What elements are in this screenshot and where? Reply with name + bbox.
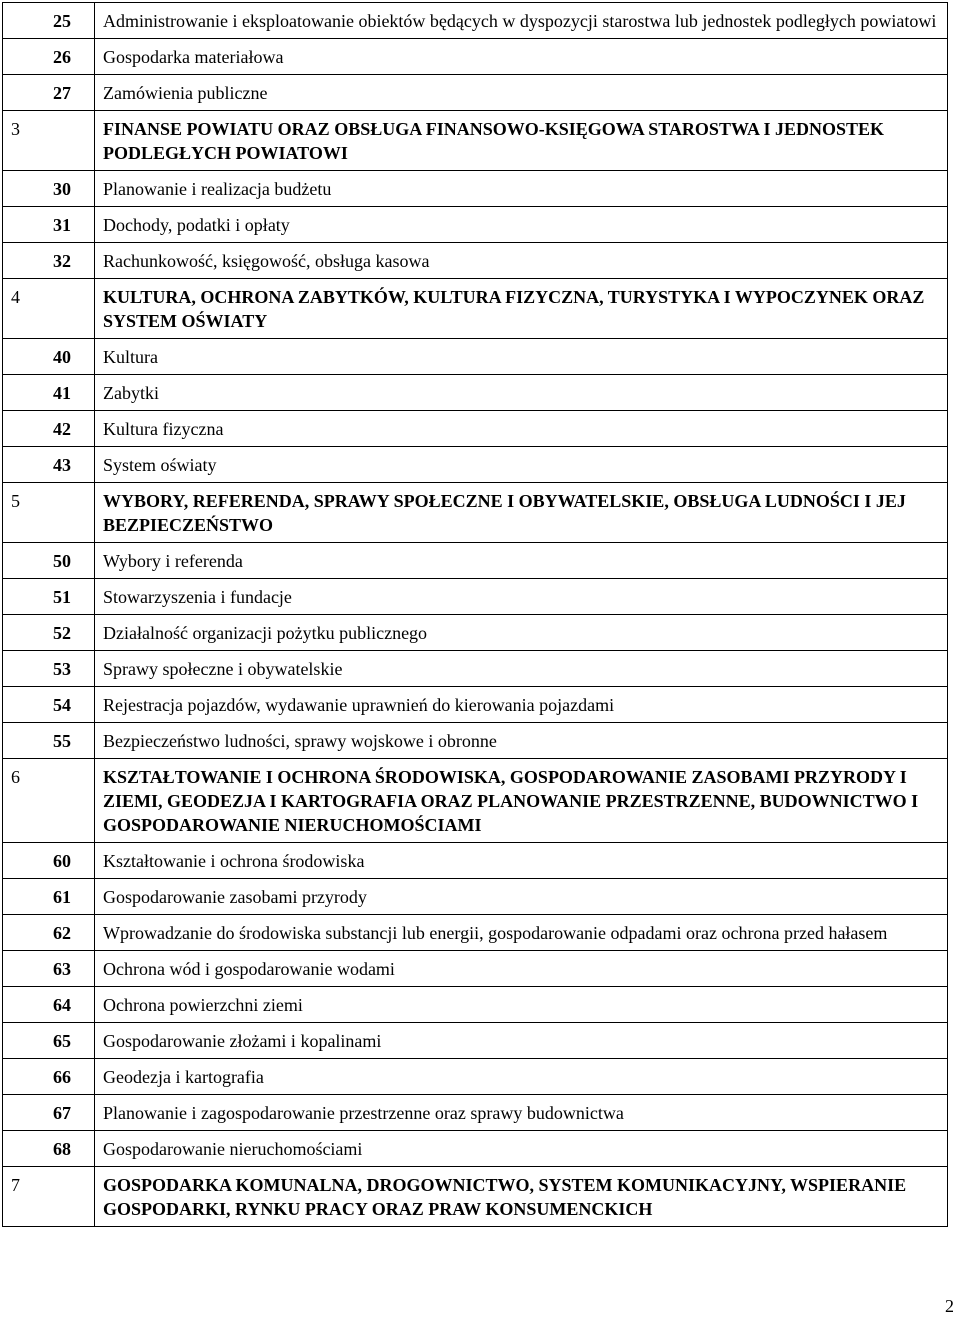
subsection-code: 67 xyxy=(53,1103,71,1123)
code-cell xyxy=(3,1167,95,1227)
subsection-title: Planowanie i realizacja budżetu xyxy=(95,171,948,207)
subsection-code: 62 xyxy=(53,923,71,943)
subsection-row xyxy=(3,375,948,411)
section-title: KULTURA, OCHRONA ZABYTKÓW, KULTURA FIZYCZNA, TURYSTYKA I WYPOCZYNEK ORAZ SYSTEM OŚWIATY xyxy=(95,279,948,339)
section-code: 5 xyxy=(11,491,20,511)
subsection-title: Planowanie i zagospodarowanie przestrzenne oraz sprawy budownictwa xyxy=(95,1095,948,1131)
section-title: FINANSE POWIATU ORAZ OBSŁUGA FINANSOWO-KSIĘGOWA STAROSTWA I JEDNOSTEK PODLEGŁYCH POWIATOWI xyxy=(95,111,948,171)
subsection-row xyxy=(3,75,948,111)
section-row xyxy=(3,1167,948,1227)
subsection-code: 27 xyxy=(53,83,71,103)
subsection-title: Ochrona wód i gospodarowanie wodami xyxy=(95,951,948,987)
subsection-title: Sprawy społeczne i obywatelskie xyxy=(95,651,948,687)
subsection-row xyxy=(3,447,948,483)
subsection-row xyxy=(3,951,948,987)
subsection-code: 40 xyxy=(53,347,71,367)
section-row xyxy=(3,483,948,543)
subsection-row xyxy=(3,687,948,723)
subsection-row xyxy=(3,543,948,579)
code-cell xyxy=(3,1131,95,1167)
subsection-code: 54 xyxy=(53,695,71,715)
subsection-code: 63 xyxy=(53,959,71,979)
subsection-code: 66 xyxy=(53,1067,71,1087)
classification-table-container xyxy=(2,2,948,1227)
subsection-title: Gospodarowanie nieruchomościami xyxy=(95,1131,948,1167)
code-cell xyxy=(3,1059,95,1095)
subsection-code: 32 xyxy=(53,251,71,271)
subsection-code: 51 xyxy=(53,587,71,607)
code-cell xyxy=(3,375,95,411)
code-cell xyxy=(3,651,95,687)
subsection-title: Zamówienia publiczne xyxy=(95,75,948,111)
subsection-title: Rachunkowość, księgowość, obsługa kasowa xyxy=(95,243,948,279)
subsection-code: 30 xyxy=(53,179,71,199)
code-cell xyxy=(3,1095,95,1131)
subsection-title: Wprowadzanie do środowiska substancji lub energii, gospodarowanie odpadami oraz ochrona przed hałasem xyxy=(95,915,948,951)
code-cell xyxy=(3,1023,95,1059)
code-cell xyxy=(3,243,95,279)
code-cell xyxy=(3,111,95,171)
code-cell xyxy=(3,543,95,579)
subsection-title: System oświaty xyxy=(95,447,948,483)
code-cell xyxy=(3,447,95,483)
subsection-row xyxy=(3,1131,948,1167)
subsection-row xyxy=(3,207,948,243)
subsection-title: Kultura xyxy=(95,339,948,375)
subsection-row xyxy=(3,651,948,687)
code-cell xyxy=(3,951,95,987)
subsection-row xyxy=(3,1023,948,1059)
subsection-code: 52 xyxy=(53,623,71,643)
subsection-row xyxy=(3,171,948,207)
subsection-row xyxy=(3,579,948,615)
code-cell xyxy=(3,75,95,111)
subsection-title: Zabytki xyxy=(95,375,948,411)
subsection-title: Geodezja i kartografia xyxy=(95,1059,948,1095)
section-row xyxy=(3,759,948,843)
code-cell xyxy=(3,579,95,615)
code-cell xyxy=(3,879,95,915)
section-title: WYBORY, REFERENDA, SPRAWY SPOŁECZNE I OBYWATELSKIE, OBSŁUGA LUDNOŚCI I JEJ BEZPIECZEŃSTWO xyxy=(95,483,948,543)
subsection-title: Wybory i referenda xyxy=(95,543,948,579)
subsection-title: Stowarzyszenia i fundacje xyxy=(95,579,948,615)
subsection-row xyxy=(3,411,948,447)
subsection-title: Ochrona powierzchni ziemi xyxy=(95,987,948,1023)
code-cell xyxy=(3,39,95,75)
subsection-title: Rejestracja pojazdów, wydawanie uprawnień do kierowania pojazdami xyxy=(95,687,948,723)
subsection-title: Dochody, podatki i opłaty xyxy=(95,207,948,243)
subsection-code: 41 xyxy=(53,383,71,403)
subsection-row xyxy=(3,39,948,75)
section-code: 7 xyxy=(11,1175,20,1195)
code-cell xyxy=(3,339,95,375)
subsection-row xyxy=(3,987,948,1023)
code-cell xyxy=(3,987,95,1023)
subsection-row xyxy=(3,915,948,951)
subsection-code: 61 xyxy=(53,887,71,907)
page-number: 2 xyxy=(945,1296,954,1316)
subsection-row xyxy=(3,879,948,915)
code-cell xyxy=(3,483,95,543)
subsection-code: 50 xyxy=(53,551,71,571)
subsection-row xyxy=(3,1059,948,1095)
subsection-code: 64 xyxy=(53,995,71,1015)
classification-table xyxy=(2,2,948,1227)
subsection-code: 55 xyxy=(53,731,71,751)
section-code: 3 xyxy=(11,119,20,139)
subsection-code: 53 xyxy=(53,659,71,679)
subsection-code: 65 xyxy=(53,1031,71,1051)
subsection-code: 68 xyxy=(53,1139,71,1159)
code-cell xyxy=(3,759,95,843)
section-title: GOSPODARKA KOMUNALNA, DROGOWNICTWO, SYSTEM KOMUNIKACYJNY, WSPIERANIE GOSPODARKI, RYNKU PRACY ORAZ PRAW KONSUMENCKICH xyxy=(95,1167,948,1227)
subsection-title: Gospodarka materiałowa xyxy=(95,39,948,75)
subsection-code: 31 xyxy=(53,215,71,235)
code-cell xyxy=(3,411,95,447)
subsection-title: Kultura fizyczna xyxy=(95,411,948,447)
subsection-row xyxy=(3,243,948,279)
code-cell xyxy=(3,3,95,39)
subsection-row xyxy=(3,1095,948,1131)
subsection-code: 60 xyxy=(53,851,71,871)
subsection-code: 26 xyxy=(53,47,71,67)
subsection-row xyxy=(3,615,948,651)
subsection-title: Bezpieczeństwo ludności, sprawy wojskowe i obronne xyxy=(95,723,948,759)
subsection-title: Gospodarowanie złożami i kopalinami xyxy=(95,1023,948,1059)
subsection-title: Kształtowanie i ochrona środowiska xyxy=(95,843,948,879)
code-cell xyxy=(3,171,95,207)
subsection-row xyxy=(3,843,948,879)
subsection-row xyxy=(3,339,948,375)
code-cell xyxy=(3,279,95,339)
section-row xyxy=(3,279,948,339)
subsection-title: Działalność organizacji pożytku publicznego xyxy=(95,615,948,651)
classification-table-body xyxy=(3,3,948,1227)
code-cell xyxy=(3,687,95,723)
section-title: KSZTAŁTOWANIE I OCHRONA ŚRODOWISKA, GOSPODAROWANIE ZASOBAMI PRZYRODY I ZIEMI, GEODEZJA I KARTOGRAFIA ORAZ PLANOWANIE PRZESTRZENNE, BUDOWNICTWO I GOSPODAROWANIE NIERUCHOMOŚCIAMI xyxy=(95,759,948,843)
code-cell xyxy=(3,207,95,243)
subsection-code: 42 xyxy=(53,419,71,439)
section-code: 4 xyxy=(11,287,20,307)
subsection-row xyxy=(3,3,948,39)
code-cell xyxy=(3,723,95,759)
subsection-title: Administrowanie i eksploatowanie obiektów będących w dyspozycji starostwa lub jednostek podległych powiatowi xyxy=(95,3,948,39)
code-cell xyxy=(3,915,95,951)
section-code: 6 xyxy=(11,767,20,787)
section-row xyxy=(3,111,948,171)
subsection-code: 25 xyxy=(53,11,71,31)
code-cell xyxy=(3,615,95,651)
code-cell xyxy=(3,843,95,879)
subsection-row xyxy=(3,723,948,759)
subsection-code: 43 xyxy=(53,455,71,475)
subsection-title: Gospodarowanie zasobami przyrody xyxy=(95,879,948,915)
